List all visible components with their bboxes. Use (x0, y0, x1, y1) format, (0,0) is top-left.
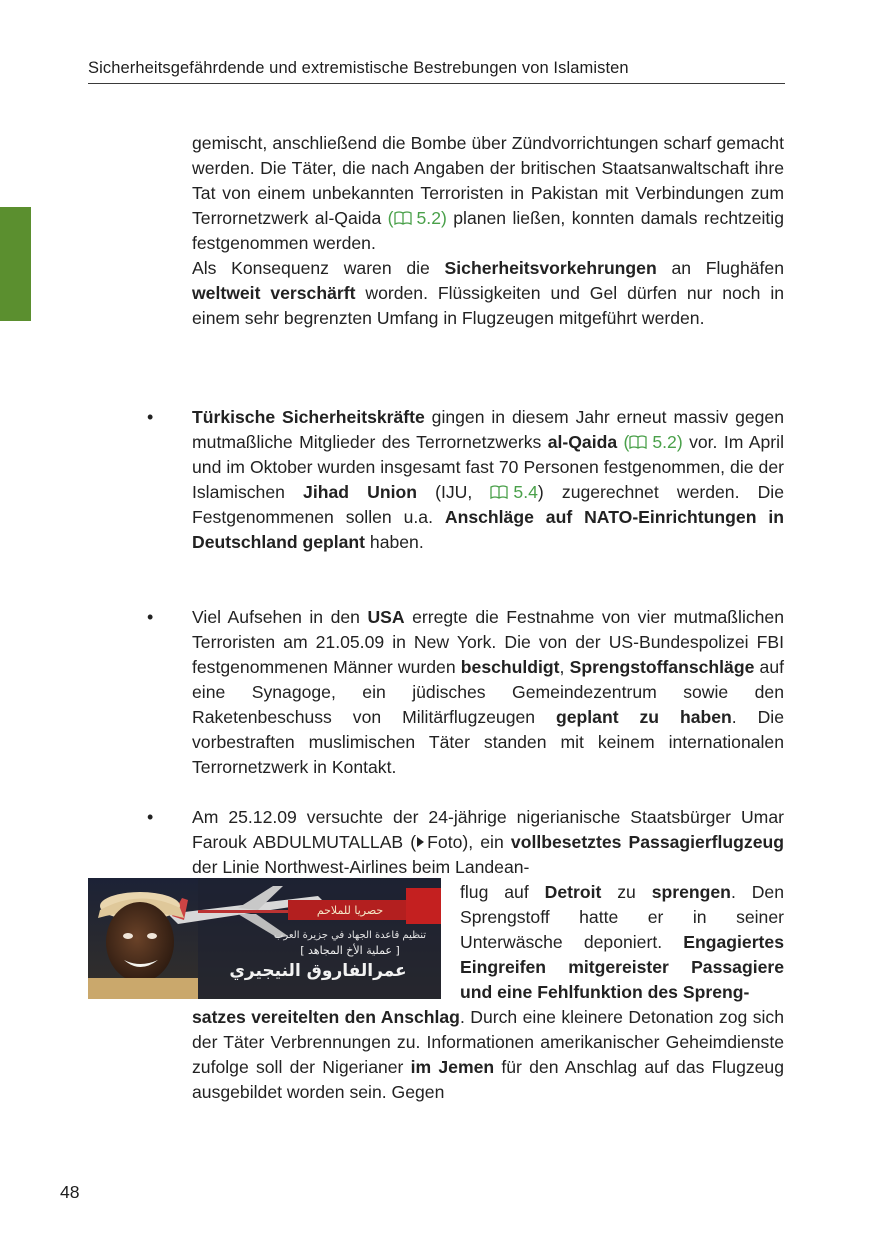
cross-reference[interactable]: 5.4 (490, 482, 537, 502)
photo-reference[interactable]: Foto (416, 832, 462, 852)
book-icon (394, 211, 412, 226)
intro-paragraph-2: Als Konsequenz waren die Sicherheitsvorkehrungen an Flughäfen weltweit verschärft worden. Flüssigkeiten und Gel dürfen nur noch in einem sehr begrenzten Umfang in Flugzeugen mitgeführt werden. (192, 258, 785, 328)
bullet-item-usa: Viel Aufsehen in den USA erregte die Festnahme von vier mutmaßlichen Terroristen am 21.05.09 in New York. Die von der US-Bundespolizei FBI festgenommenen Männer wurden beschuldigt, Sprengstoffanschläge auf eine Synagoge, ein jüdisches Gemeindezentrum sowie den Raketenbeschuss von Militärflugzeugen geplant zu haben. Die vorbestraften muslimischen Täter standen mit keinem internationalen Terrornetzwerk in Kontakt. (192, 607, 785, 777)
bullet-marker: • (147, 807, 154, 827)
bullet-marker: • (147, 607, 154, 627)
photo-caption-line: [ عملية الأخ المجاهد ] (300, 944, 400, 957)
photo-illustration (88, 878, 441, 999)
running-header: Sicherheitsgefährdende und extremistische Bestrebungen von Islamisten (88, 59, 629, 77)
header-divider (88, 83, 785, 84)
page-number: 48 (60, 1182, 80, 1202)
triangle-right-icon (416, 836, 425, 848)
suspect-photo (88, 878, 441, 999)
photo-name-text: عمرالفاروق النيجيري (229, 961, 407, 981)
book-icon (629, 435, 647, 450)
bullet-item-detroit-wrap: flug auf Detroit zu sprengen. Den Sprengstoff hatte er in seiner Unterwäsche deponiert. Engagiertes Eingreifen mitgereister Passagiere und eine Fehlfunktion des Spreng- (460, 882, 785, 1002)
book-icon (490, 485, 508, 500)
photo-caption-line: تنظيم قاعدة الجهاد في جزيرة العرب (273, 930, 427, 941)
banner-text: حصريا للملاحم (316, 904, 384, 917)
bullet-item-detroit: Am 25.12.09 versuchte der 24-jährige nigerianische Staatsbürger Umar Farouk ABDULMUTALLAB ( Foto), ein vollbesetztes Passagierflugzeug der Linie Northwest-Airlines beim Landean- (192, 807, 784, 877)
bullet-item-detroit-continued: satzes vereitelten den Anschlag. Durch eine kleinere Detonation zog sich der Täter Verbrennungen zu. Informationen amerikanischer Geheimdienste zufolge soll der Nigerianer im Jemen für den Anschlag auf das Flugzeug ausgebildet worden sein. Gegen (192, 1007, 785, 1102)
cross-reference[interactable]: ( 5.2) (623, 432, 683, 452)
logo-mark (406, 888, 441, 924)
bullet-marker: • (147, 407, 154, 427)
cross-reference[interactable]: ( 5.2) (387, 208, 447, 228)
bullet-item-turkey: Türkische Sicherheitskräfte gingen in diesem Jahr erneut massiv gegen mutmaßliche Mitglieder des Terrornetzwerks al-Qaida ( 5.2) vor. Im April und im Oktober wurden insgesamt fast 70 Personen festgenommen, die der Islamischen Jihad Union (IJU, 5.4) zugerechnet werden. Die Festgenommenen sollen u.a. Anschläge auf NATO-Einrichtungen in Deutschland geplant haben. (192, 407, 785, 552)
chapter-side-tab (0, 207, 31, 321)
intro-paragraph-1: gemischt, anschließend die Bombe über Zündvorrichtungen scharf gemacht werden. Die Täter, die nach Angaben der britischen Staatsanwaltschaft ihre Tat von einem unbekannten Terroristen in Pakistan mit Verbindungen zum Terrornetzwerk al-Qaida ( 5.2) planen ließen, konnten damals rechtzeitig festgenommen werden. (192, 133, 785, 253)
intro-section (192, 131, 784, 331)
